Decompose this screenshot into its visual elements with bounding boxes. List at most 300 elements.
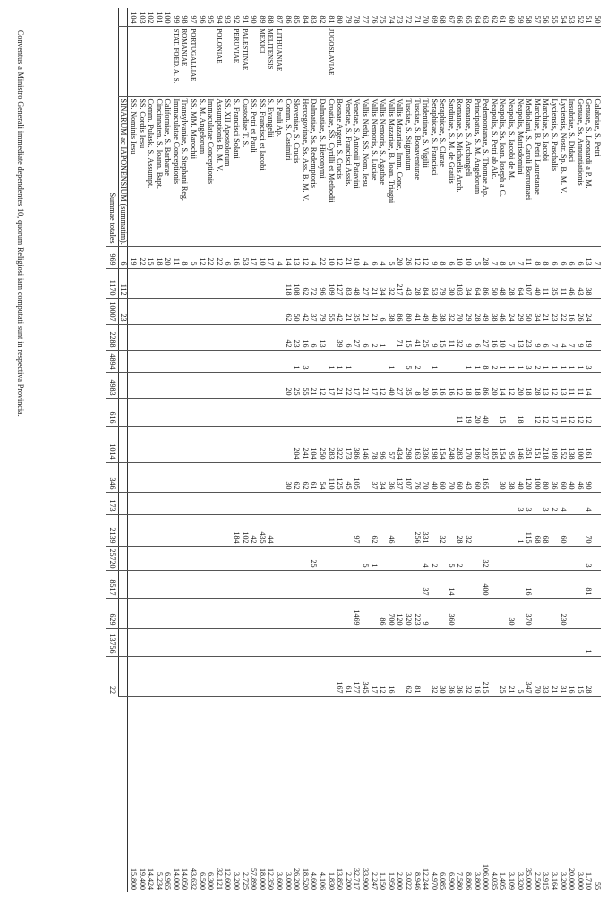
table-cell: 107 (403, 462, 412, 492)
table-cell (214, 462, 223, 492)
table-cell: 8 (438, 246, 447, 268)
table-cell (515, 546, 524, 570)
nation-group (464, 26, 473, 96)
province-name: Comm. Pulask. S. Assumpt. (146, 96, 155, 246)
table-cell: 198 (429, 426, 438, 462)
total-cell: 8517 (106, 570, 119, 598)
table-cell: 18 (154, 246, 163, 268)
table-cell: 1 (292, 350, 301, 372)
table-cell (137, 514, 146, 546)
table-cell (489, 628, 498, 656)
table-cell: 25 (292, 372, 301, 398)
table-cell (163, 656, 172, 696)
row-number: 101 (154, 11, 164, 24)
table-cell: 217 (395, 268, 404, 298)
table-row (249, 8, 258, 892)
table-cell: 96 (317, 268, 326, 298)
table-cell (412, 492, 421, 514)
table-cell (197, 628, 206, 656)
table-cell: 64 (515, 268, 524, 298)
province-name: Lyciensis, S. Paschalis (549, 96, 558, 246)
table-cell: 4 (378, 246, 387, 268)
table-cell: 37 (421, 570, 430, 598)
table-cell (378, 628, 387, 656)
table-row (154, 8, 163, 892)
table-cell: 38 (584, 268, 593, 298)
table-cell (592, 656, 601, 696)
table-cell (257, 598, 266, 628)
table-cell: 22 (214, 246, 223, 268)
table-cell (137, 426, 146, 462)
table-cell (575, 598, 584, 628)
table-cell (163, 426, 172, 462)
table-row (438, 8, 447, 892)
table-cell: 4.035 (489, 696, 498, 892)
table-cell: 347 (524, 656, 533, 696)
table-cell (146, 598, 155, 628)
table-cell (197, 492, 206, 514)
table-cell (257, 492, 266, 514)
table-cell (137, 298, 146, 324)
table-cell: 4 (274, 246, 283, 268)
table-cell (206, 350, 215, 372)
table-row (489, 8, 498, 892)
table-cell (163, 324, 172, 350)
table-cell (498, 546, 507, 570)
table-cell: 331 (421, 514, 430, 546)
table-cell (352, 628, 361, 656)
table-cell (206, 426, 215, 462)
nation-group: MEXICI (257, 26, 266, 96)
table-cell: 6 (223, 246, 232, 268)
province-name: Genuae, S. Leonardi a P. M. (584, 96, 593, 246)
table-cell (240, 628, 249, 656)
table-cell (257, 570, 266, 598)
table-cell: 16 (567, 298, 576, 324)
table-cell: 386 (352, 426, 361, 462)
table-cell: 32 (446, 298, 455, 324)
table-cell: 70 (532, 656, 541, 696)
table-cell: 12 (541, 398, 550, 426)
table-cell (118, 492, 128, 514)
table-cell: 32 (455, 324, 464, 350)
table-cell (231, 324, 240, 350)
table-cell (575, 628, 584, 656)
table-cell: 1 (515, 350, 524, 372)
table-cell (197, 570, 206, 598)
table-cell (489, 462, 498, 492)
table-cell: 17 (352, 372, 361, 398)
table-cell: 11 (575, 372, 584, 398)
total-cell: 173 (106, 492, 119, 514)
table-cell (369, 628, 378, 656)
nation-group (369, 26, 378, 96)
table-cell: 230 (558, 598, 567, 628)
table-cell: 250 (317, 426, 326, 462)
table-cell (300, 656, 309, 696)
table-cell: 18.000 (257, 696, 266, 892)
table-cell (343, 570, 352, 598)
table-cell (283, 598, 292, 628)
table-cell (292, 398, 301, 426)
table-cell (231, 492, 240, 514)
table-cell: 6 (549, 246, 558, 268)
table-cell: 6 (446, 246, 455, 268)
table-cell (575, 570, 584, 598)
nation-group (472, 26, 481, 96)
table-cell (592, 350, 601, 372)
table-cell: 16 (438, 372, 447, 398)
row-number: 96 (197, 15, 207, 24)
table-cell: 14 (498, 372, 507, 398)
table-row (446, 8, 455, 892)
table-cell: 17 (326, 372, 335, 398)
table-cell: 2 (489, 350, 498, 372)
table-cell (266, 546, 275, 570)
table-cell: 4 (558, 324, 567, 350)
table-cell: 27 (352, 324, 361, 350)
table-cell: 35 (549, 268, 558, 298)
table-cell: 360 (446, 598, 455, 628)
table-cell (240, 324, 249, 350)
table-cell (154, 628, 163, 656)
table-cell (249, 546, 258, 570)
table-cell: 6 (575, 246, 584, 268)
table-cell (249, 462, 258, 492)
table-cell: 15 (146, 246, 155, 268)
table-cell: 38 (506, 462, 515, 492)
table-cell (171, 628, 180, 656)
table-cell (266, 298, 275, 324)
table-cell (464, 546, 473, 570)
table-cell: 57 (386, 426, 395, 462)
table-cell (549, 598, 558, 628)
row-number: 60 (507, 15, 517, 24)
table-cell: 1 (335, 350, 344, 372)
table-cell: 1 (472, 350, 481, 372)
table-cell: 20 (489, 372, 498, 398)
table-cell (266, 398, 275, 426)
table-cell: 26 (575, 298, 584, 324)
table-row (163, 8, 172, 892)
table-cell (223, 372, 232, 398)
table-cell (438, 546, 447, 570)
table-cell (274, 372, 283, 398)
table-cell (266, 570, 275, 598)
table-cell: 165 (481, 462, 490, 492)
table-cell (240, 268, 249, 298)
row-number: 84 (300, 15, 310, 24)
table-cell (197, 598, 206, 628)
row-number (118, 8, 128, 26)
table-cell (309, 628, 318, 656)
table-cell (352, 546, 361, 570)
nation-group (146, 26, 155, 96)
table-cell: 16 (567, 656, 576, 696)
table-cell (292, 570, 301, 598)
table-cell (317, 628, 326, 656)
table-cell (438, 598, 447, 628)
table-cell (197, 514, 206, 546)
table-cell (189, 656, 198, 696)
table-cell: 86 (378, 598, 387, 628)
table-cell: 8 (180, 246, 189, 268)
table-cell: 79 (438, 268, 447, 298)
table-row (429, 8, 438, 892)
table-cell: 17 (549, 398, 558, 426)
table-cell (283, 492, 292, 514)
table-cell (429, 492, 438, 514)
table-cell (481, 492, 490, 514)
table-cell: 3 (584, 350, 593, 372)
table-cell: 23 (524, 324, 533, 350)
total-cell: 25720 (106, 546, 119, 570)
table-cell (180, 628, 189, 656)
row-number: 76 (369, 15, 379, 24)
row-number: 89 (257, 15, 267, 24)
table-cell (421, 656, 430, 696)
table-cell (274, 324, 283, 350)
table-cell: 45 (343, 462, 352, 492)
table-cell: 1 (378, 324, 387, 350)
table-cell (118, 628, 128, 656)
table-cell: 22 (343, 372, 352, 398)
table-cell (189, 268, 198, 298)
table-cell: 112 (118, 268, 128, 298)
table-cell: 48 (498, 268, 507, 298)
province-name: SINARUM ac IAPONENSIUM (summatim). (118, 96, 128, 246)
table-cell (249, 426, 258, 462)
table-cell: 283 (455, 426, 464, 462)
table-cell (240, 656, 249, 696)
table-cell (395, 398, 404, 426)
table-cell: 81 (412, 656, 421, 696)
table-cell (240, 598, 249, 628)
row-number: 81 (326, 15, 336, 24)
table-cell: 14 (283, 246, 292, 268)
table-cell: 62 (300, 268, 309, 298)
table-cell: 103 (455, 268, 464, 298)
table-row (455, 8, 464, 892)
table-cell (489, 570, 498, 598)
table-cell (206, 268, 215, 298)
table-cell (223, 570, 232, 598)
table-cell: 12 (532, 398, 541, 426)
table-row (378, 8, 387, 892)
table-cell (206, 546, 215, 570)
nation-group (429, 26, 438, 96)
table-cell (429, 514, 438, 546)
table-row (197, 8, 206, 892)
table-cell: 4.600 (309, 696, 318, 892)
table-cell (489, 546, 498, 570)
table-cell (386, 546, 395, 570)
table-cell (489, 398, 498, 426)
table-cell (189, 398, 198, 426)
province-name: Vallis Nemoris, S. Luciae (369, 96, 378, 246)
table-cell: 400 (481, 570, 490, 598)
table-cell: 60 (455, 462, 464, 492)
table-cell: 10 (455, 246, 464, 268)
table-cell (206, 462, 215, 492)
table-cell: 6 (309, 324, 318, 350)
table-cell: 71 (395, 324, 404, 350)
table-cell (223, 398, 232, 426)
table-cell (154, 426, 163, 462)
province-name: Cincinnaten. S. Ioann. Bapt. (154, 96, 163, 246)
table-cell: 25 (498, 656, 507, 696)
table-cell: 37 (369, 462, 378, 492)
table-cell: 3.915 (541, 696, 550, 892)
row-number: 75 (378, 15, 388, 24)
table-cell: 32 (464, 514, 473, 546)
table-cell (446, 492, 455, 514)
province-name: Tusciae, S. Bonaventurae (412, 96, 421, 246)
table-cell: 32.717 (352, 696, 361, 892)
table-cell: 16 (300, 324, 309, 350)
table-cell: 57.890 (249, 696, 258, 892)
table-cell (240, 570, 249, 598)
table-cell: 80 (541, 462, 550, 492)
table-cell (163, 298, 172, 324)
table-cell: 6.500 (197, 696, 206, 892)
table-row (214, 8, 223, 892)
table-cell (395, 570, 404, 598)
table-cell (283, 546, 292, 570)
table-cell (214, 570, 223, 598)
table-cell (214, 514, 223, 546)
table-cell: 18 (464, 372, 473, 398)
table-cell: 36 (386, 462, 395, 492)
table-cell: 7 (489, 246, 498, 268)
totals-label: Summae totales (106, 8, 119, 246)
table-cell (592, 598, 601, 628)
table-cell: 28 (412, 268, 421, 298)
table-cell (498, 492, 507, 514)
province-name: Marchiae, B. Petri Lauretanae (532, 96, 541, 246)
table-cell: 11 (455, 398, 464, 426)
table-cell: 40 (532, 268, 541, 298)
province-name: SS. Francisci et Iacobi (257, 96, 266, 246)
table-cell (352, 350, 361, 372)
table-cell: 1.405 (498, 696, 507, 892)
table-cell (214, 598, 223, 628)
table-cell (403, 570, 412, 598)
table-row (231, 8, 240, 892)
table-cell (421, 492, 430, 514)
table-cell (472, 628, 481, 656)
table-cell (137, 656, 146, 696)
table-cell: 5.234 (154, 696, 163, 892)
table-cell: 35.000 (524, 696, 533, 892)
table-cell (274, 628, 283, 656)
nation-group (403, 26, 412, 96)
table-cell: 36 (446, 656, 455, 696)
table-cell: 38 (438, 298, 447, 324)
table-cell (575, 492, 584, 514)
table-cell: 3 (584, 546, 593, 570)
table-cell: 12 (378, 372, 387, 398)
table-cell: 41 (412, 324, 421, 350)
table-cell (369, 492, 378, 514)
table-cell (128, 324, 137, 350)
table-cell (283, 514, 292, 546)
table-cell (231, 426, 240, 462)
table-cell (163, 372, 172, 398)
table-cell: 1 (326, 350, 335, 372)
table-cell: 2.200 (343, 696, 352, 892)
province-name: Lyciensis, Nostr. Sp. B. M. V. (558, 96, 567, 246)
table-cell: 6 (369, 246, 378, 268)
table-cell (154, 514, 163, 546)
row-number: 83 (309, 15, 319, 24)
table-cell (292, 514, 301, 546)
table-cell (395, 492, 404, 514)
footnote: Conventus a Ministro Generali immediate dependentes 10, quorum Religiosi iam computati sunt in respectiva Provincia. (16, 30, 25, 417)
table-cell (128, 570, 137, 598)
table-cell (464, 628, 473, 656)
table-cell: 7 (567, 324, 576, 350)
table-cell (360, 598, 369, 628)
table-cell: 10 (498, 324, 507, 350)
table-row (421, 8, 430, 892)
table-cell (326, 398, 335, 426)
table-cell (412, 398, 421, 426)
table-cell: 70 (446, 462, 455, 492)
row-number: 72 (403, 15, 413, 24)
table-cell: 13 (541, 372, 550, 398)
table-cell: 109 (549, 426, 558, 462)
table-cell: 28 (584, 656, 593, 696)
table-cell: 26.200 (292, 696, 301, 892)
table-cell: 170 (464, 426, 473, 462)
table-cell: 3.200 (231, 696, 240, 892)
nation-group (118, 26, 128, 96)
table-cell: 42 (300, 298, 309, 324)
table-cell (274, 268, 283, 298)
table-cell: 12 (584, 398, 593, 426)
table-cell (189, 598, 198, 628)
table-cell (317, 492, 326, 514)
table-cell (118, 350, 128, 372)
table-cell: 3 (524, 350, 533, 372)
table-cell: 3 (515, 492, 524, 514)
table-cell: 6 (378, 298, 387, 324)
table-cell: 17 (266, 246, 275, 268)
table-cell: 34 (532, 298, 541, 324)
table-cell (137, 372, 146, 398)
table-cell: 4 (360, 246, 369, 268)
nation-group (335, 26, 344, 96)
nation-group (541, 26, 550, 96)
table-cell: 62 (300, 462, 309, 492)
table-cell (128, 372, 137, 398)
table-cell: 60 (558, 462, 567, 492)
table-cell (335, 628, 344, 656)
table-cell (266, 462, 275, 492)
row-number: 93 (223, 15, 233, 24)
table-row (532, 8, 541, 892)
table-cell (274, 492, 283, 514)
table-cell (532, 598, 541, 628)
table-cell: 23 (292, 324, 301, 350)
table-cell: 90 (584, 462, 593, 492)
table-cell: 104 (309, 426, 318, 462)
table-cell: 28 (506, 268, 515, 298)
table-cell: 55 (592, 696, 601, 892)
table-cell (317, 398, 326, 426)
row-number: 79 (343, 15, 353, 24)
